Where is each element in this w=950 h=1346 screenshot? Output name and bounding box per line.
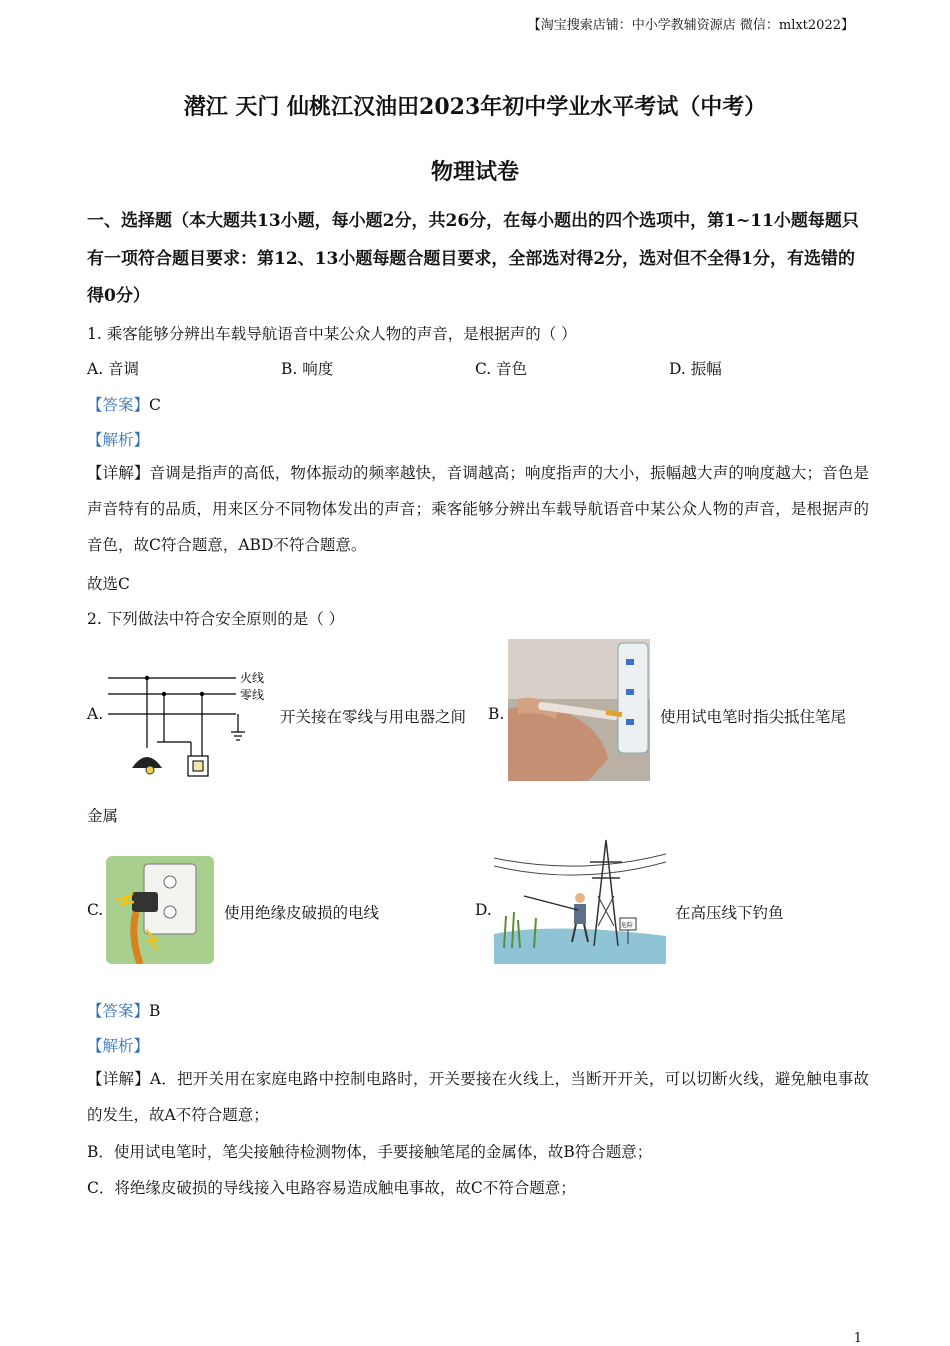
section-heading: 一、选择题（本大题共13小题，每小题2分，共26分，在每小题出的四个选项中，第1~11小题每题只有一项符合题目要求：第12、13小题每题合题目要求，全部选对得2分，选对但不全得1分，有选错的得0分） [87,211,859,306]
analysis-tag: 【解析】 [87,1037,150,1055]
option-a-label: A. [87,705,104,723]
danger-sign: 危险 [621,922,634,929]
option-c-label: C. [87,901,104,919]
fishing-under-powerline-picture [494,836,666,964]
detail-text: 音调是指声的高低，物体振动的频率越快，音调越高；响度指声的大小，振幅越大声的响度越大；音色是声音特有的品质，用来区分不同物体发出的声音；乘客能够分辨出车载导航语音中某公众人物的声音，是根据声的音色，故C符合题意，ABD不符合题意。 [87,464,869,554]
answer-line-2 [87,999,160,1021]
exam-subtitle: 物理试卷 [430,159,519,185]
detail-paragraph-2b: B．使用试电笔时，笔尖接触待检测物体，手要接触笔尾的金属体，故B符合题意； [87,1143,653,1161]
header-note: 【淘宝搜索店铺：中小学教辅资源店 微信：mlxt2022】 [527,18,854,33]
fire-line-label: 火线 [240,671,265,685]
question-1-stem: 1. 乘客能够分辨出车载导航语音中某公众人物的声音，是根据声的（ ） [87,325,577,343]
detail-paragraph-2c: C．将绝缘皮破损的导线接入电路容易造成触电事故，故C不符合题意； [87,1179,576,1197]
question-2-stem: 2. 下列做法中符合安全原则的是（ ） [87,610,345,628]
answer-tag: 【答案】 [87,1002,150,1020]
detail-paragraph-2a [87,1061,869,1133]
analysis-tag: 【解析】 [87,431,150,449]
option-b-text-continued: 金属 [87,807,119,825]
option-a: A. 音调 [87,360,140,378]
damaged-wire-picture [106,856,214,964]
circuit-diagram [104,664,274,782]
option-d-text: 在高压线下钓鱼 [675,904,784,922]
answer-line-1 [87,393,161,415]
answer-tag: 【答案】 [87,396,150,414]
detail-tag: 【详解】 [87,1070,150,1088]
exam-title: 潜江 天门 仙桃江汉油田2023年初中学业水平考试（中考） [183,94,767,120]
option-b: B. 响度 [281,360,334,378]
option-b-text: 使用试电笔时指尖抵住笔尾 [660,708,847,726]
detail-paragraph-1 [87,455,869,563]
option-d-label: D. [475,901,492,919]
test-pen-photo [508,639,650,781]
answer-value: B [149,1002,161,1020]
option-d: D. 振幅 [669,360,722,378]
option-c: C. 音色 [475,360,528,378]
answer-value: C [149,396,161,414]
detail-text-a: A．把开关用在家庭电路中控制电路时，开关要接在火线上，当断开开关，可以切断火线，避免触电事故的发生，故A不符合题意； [87,1070,869,1124]
option-a-text: 开关接在零线与用电器之间 [280,708,467,726]
option-c-text: 使用绝缘皮破损的电线 [224,904,380,922]
conclusion-1: 故选C [87,575,130,593]
option-b-label: B. [488,705,505,723]
zero-line-label: 零线 [240,688,265,702]
detail-tag: 【详解】 [87,464,150,482]
page-number: 1 [853,1331,862,1346]
